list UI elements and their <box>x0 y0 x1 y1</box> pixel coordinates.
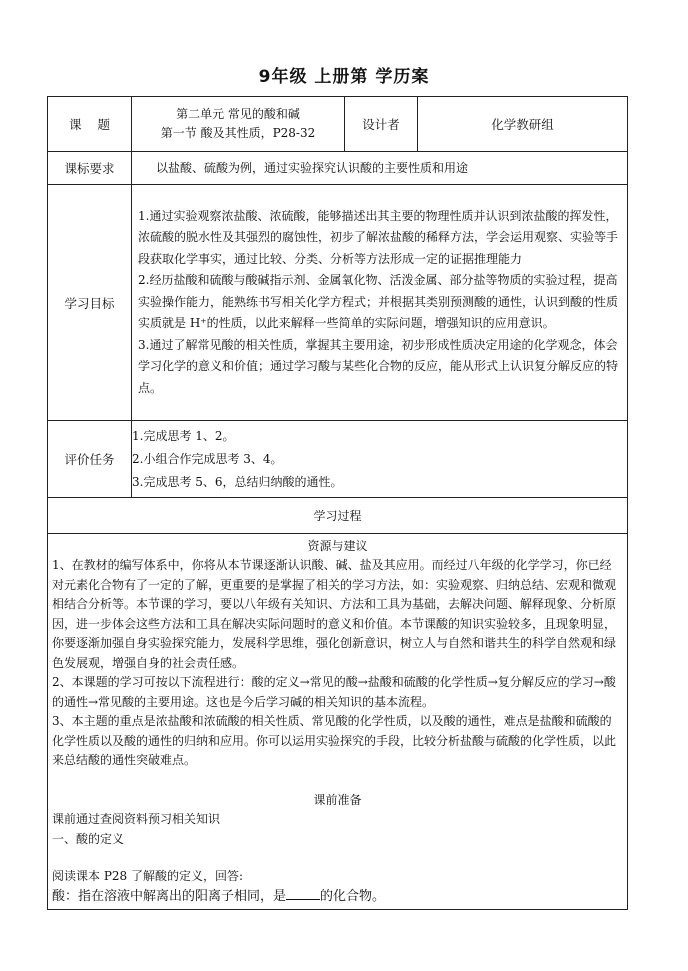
definition-heading: 一、酸的定义 <box>52 831 125 846</box>
topic-row <box>48 97 628 152</box>
tasks-content <box>132 421 628 498</box>
goal-item: 1.通过实验观察浓盐酸、浓硫酸，能够描述出其主要的物理性质并认识到浓盐酸的挥发性，浓硫酸的脱水性及其强烈的腐蚀性，初步了解浓盐酸的稀释方法，学会运用观察、实验等手段获取化学事实，通过比较、分类、分析等方法形成一定的证据推理能力 <box>138 208 619 266</box>
goals-label: 学习目标 <box>48 185 132 421</box>
goal-item: 2.经历盐酸和硫酸与酸碱指示剂、金属氧化物、活泼金属、部分盐等物质的实验过程，提高实验操作能力，能熟练书写相关化学方程式；并根据其类别预测酸的通性，认识到酸的性质实质就是 H⁺的性质，以此来解释一些简单的实际问题，增强知识的应用意识。 <box>138 273 619 331</box>
standard-text: 以盐酸、硫酸为例，通过实验探究认识酸的主要性质和用途 <box>132 152 628 185</box>
goals-content <box>132 185 628 421</box>
process-body <box>48 534 628 910</box>
process-heading-row <box>48 498 628 534</box>
designer-label: 设计者 <box>345 97 418 152</box>
standard-row <box>48 152 628 185</box>
resource-item: 3、本主题的重点是浓盐酸和浓硫酸的相关性质、常见酸的化学性质，以及酸的通性，难点是盐酸和硫酸的化学性质以及酸的通性的归纳和应用。你可以运用实验探究的手段，比较分析盐酸与硫酸的化学性质，以此来总结酸的通性突破难点。 <box>52 714 617 768</box>
designer-value: 化学教研组 <box>418 97 628 152</box>
prep-intro: 课前通过查阅资料预习相关知识 <box>52 812 221 827</box>
resource-item: 1、在教材的编写体系中，你将从本节课逐渐认识酸、碱、盐及其应用。而经过八年级的化学学习，你已经对元素化合物有了一定的了解，更重要的是掌握了相关的学习方法，如：实验观察、归纳总结、宏观和微观相结合分析等。本节课的学习，要以八年级有关知识、方法和工具为基础，去解决问题、解释现象、分析原因，进一步体会这些方法和工具在解决实际问题时的意义和价值。本节课酸的知识实验较多，且现象明显，你要逐渐加强自身实验探究能力，发展科学思维，强化创新意识，树立人与自然和谐共生的科学自然观和绿色发展观，增强自身的社会责任感。 <box>52 558 617 670</box>
tasks-row <box>48 421 628 498</box>
tasks-label: 评价任务 <box>48 421 132 498</box>
definition-answer <box>52 887 623 907</box>
resources-heading: 资源与建议 <box>307 538 368 553</box>
prep-heading: 课前准备 <box>313 792 362 807</box>
task-item: 1.完成思考 1、2。 <box>132 428 235 443</box>
standard-label: 课标要求 <box>48 152 132 185</box>
goals-row <box>48 185 628 421</box>
process-heading: 学习过程 <box>48 498 628 534</box>
answer-blank[interactable] <box>286 887 320 900</box>
topic-value <box>132 97 345 152</box>
definition-answer-after: 的化合物。 <box>320 888 386 904</box>
resource-item: 2、本课题的学习可按以下流程进行：酸的定义→常见的酸→盐酸和硫酸的化学性质→复分解反应的学习→酸的通性→常见酸的主要用途。这也是今后学习碱的相关知识的基本流程。 <box>52 675 616 709</box>
page-title: 9年级 上册第 学历案 <box>258 67 430 87</box>
task-item: 3.完成思考 5、6，总结归纳酸的通性。 <box>132 474 343 489</box>
definition-read: 阅读课本 P28 了解酸的定义，回答: <box>52 869 244 884</box>
unit-line: 第二单元 常见的酸和碱 <box>176 107 300 121</box>
topic-label: 课 题 <box>48 97 132 152</box>
goal-item: 3.通过了解常见酸的相关性质，掌握其主要用途，初步形成性质决定用途的化学观念，体会学习化学的意义和价值；通过学习酸与某些化合物的反应，能从形式上认识复分解反应的特点。 <box>138 337 619 395</box>
section-line: 第一节 酸及其性质，P28-32 <box>160 126 316 140</box>
task-item: 2.小组合作完成思考 3、4。 <box>132 451 283 466</box>
lesson-plan-table <box>47 96 628 910</box>
process-body-row <box>48 534 628 910</box>
definition-answer-before: 酸：指在溶液中解离出的阳离子相同，是 <box>52 888 287 904</box>
